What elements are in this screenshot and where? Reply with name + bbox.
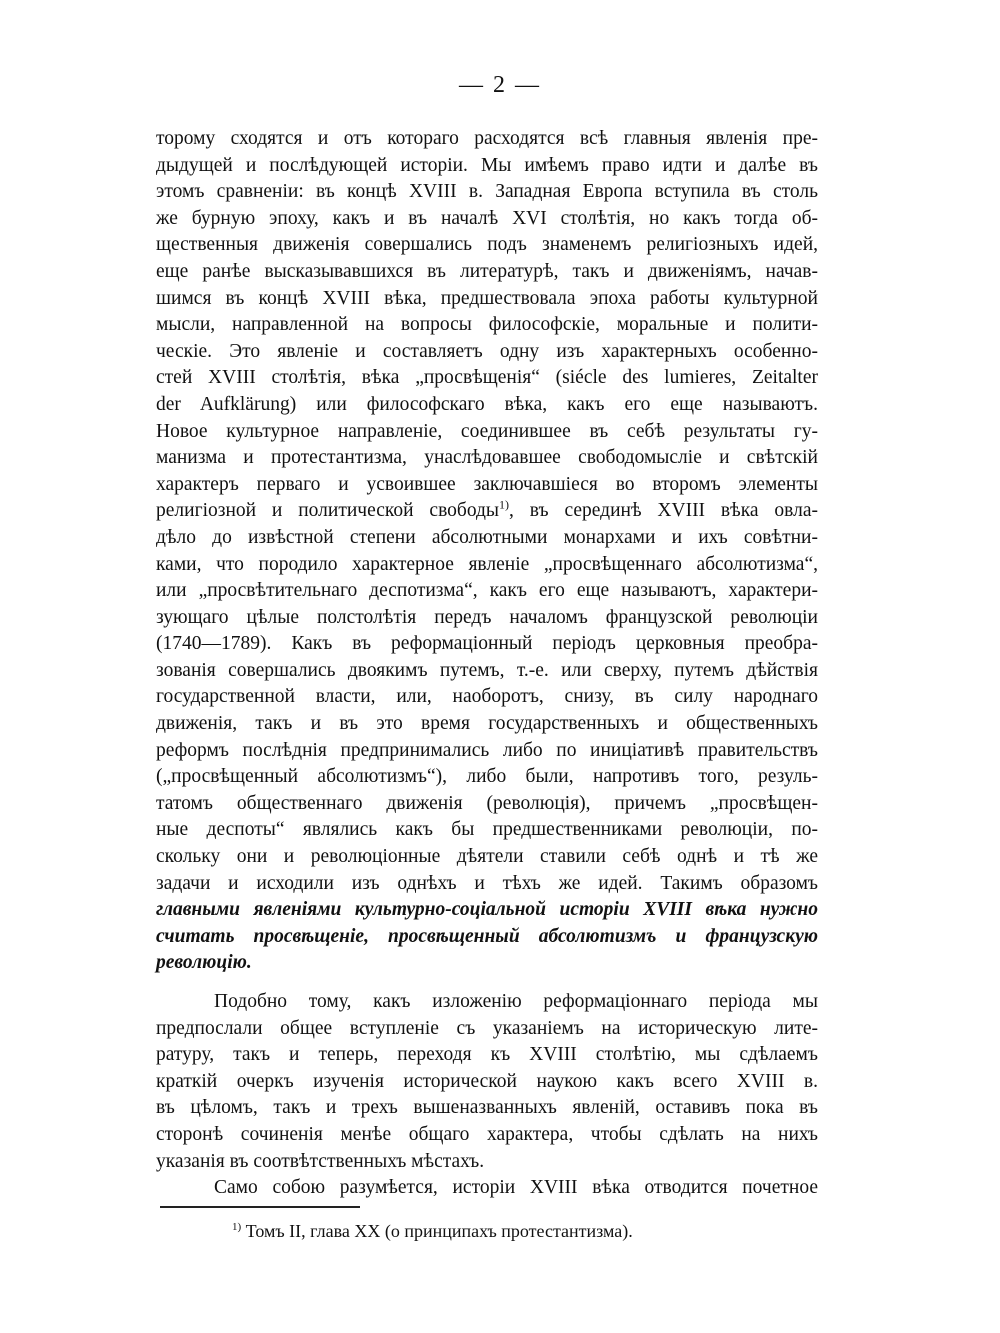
text-line: задачи и исходили изъ однѣхъ и тѣхъ же идей. Такимъ образомъ: [156, 872, 818, 894]
text-line: зованія совершались двоякимъ путемъ, т.-е. или сверху, путемъ дѣйствія: [156, 659, 818, 681]
text-line: реформъ послѣднія предпринимались либо по иниціативѣ правительствъ: [156, 739, 818, 761]
paragraph-gap: [156, 977, 818, 989]
text-line: стей XVIII столѣтія, вѣка „просвѣщенія“ (siécle des lumieres, Zeitalter: [156, 367, 818, 389]
text-line: ческіе. Это явленіе и составляетъ одну изъ характерныхъ особенно-: [156, 340, 818, 362]
text-line-with-footnote: [156, 498, 818, 525]
footnote-marker: 1): [232, 1221, 242, 1233]
text-line: движенія, такъ и въ это время государственныхъ и общественныхъ: [156, 713, 818, 735]
text-segment: , въ серединѣ XVIII вѣка овла-: [509, 500, 818, 522]
body-text: [156, 126, 818, 1202]
footnote-divider: [160, 1206, 360, 1208]
text-segment: религіозной и политической свободы: [156, 500, 500, 522]
text-line: ратуру, такъ и теперь, переходя къ XVIII столѣтію, мы сдѣлаемъ: [156, 1044, 818, 1066]
text-line: сторонѣ сочиненія менѣе общаго характера, чтобы сдѣлать на нихъ: [156, 1123, 818, 1145]
footnote-reference: 1): [499, 497, 510, 512]
text-line: ные деспоты“ являлись какъ бы предшественниками революціи, по-: [156, 819, 818, 841]
text-line: предпослали общее вступленіе съ указаніемъ на историческую лите-: [156, 1017, 818, 1039]
text-line: характеръ перваго и усвоившее заключавшіеся во второмъ элементы: [156, 473, 818, 495]
text-line: въ цѣломъ, такъ и трехъ вышеназванныхъ явленій, оставивъ пока въ: [156, 1097, 818, 1119]
text-line: татомъ общественнаго движенія (революція), причемъ „просвѣщен-: [156, 792, 818, 814]
text-line: дыдущей и послѣдующей исторіи. Мы имѣемъ право идти и далѣе въ: [156, 154, 818, 176]
text-line: государственной власти, или, наоборотъ, снизу, въ силу народнаго: [156, 686, 818, 708]
text-line: ками, что породило характерное явленіе „просвѣщеннаго абсолютизма“,: [156, 553, 818, 575]
text-line: der Aufklärung) или философскаго вѣка, какъ его еще называютъ.: [156, 393, 818, 415]
text-line: же бурную эпоху, какъ и въ началѣ XVI столѣтія, но какъ тогда об-: [156, 207, 818, 229]
text-line: или „просвѣтительнаго деспотизма“, какъ его еще называютъ, характери-: [156, 580, 818, 602]
footnote: [232, 1219, 633, 1243]
text-line: Новое культурное направленіе, соединившее въ себѣ результаты гу-: [156, 420, 818, 442]
text-line: зующаго цѣлые полстолѣтія передъ началомъ французской революціи: [156, 606, 818, 628]
text-line: шимся въ концѣ XVIII вѣка, предшествовала эпоха работы культурной: [156, 287, 818, 309]
text-line: („просвѣщенный абсолютизмъ“), либо были, напротивъ того, резуль-: [156, 766, 818, 788]
text-line: манизма и протестантизма, унаслѣдовавшее свободомысліе и свѣтскій: [156, 447, 818, 469]
emphasized-text-line: главными явленіями культурно-соціальной исторіи XVIII вѣка нужно: [156, 899, 818, 921]
emphasized-text-line: революцію.: [156, 952, 252, 974]
text-line: указанія въ соотвѣтственныхъ мѣстахъ.: [156, 1150, 485, 1172]
footnote-text: Томъ II, глава XX (о принципахъ протестантизма).: [245, 1221, 633, 1241]
text-line: торому сходятся и отъ котораго расходятся всѣ главныя явленія пре-: [156, 128, 818, 149]
text-line: этомъ сравненіи: въ концѣ XVIII в. Западная Европа вступила въ столь: [156, 181, 818, 203]
text-line: еще ранѣе высказывавшихся въ литературѣ, такъ и движеніямъ, начав-: [156, 260, 818, 282]
text-line: мысли, направленной на вопросы философскіе, моральные и полити-: [156, 314, 818, 336]
page-number: — 2 —: [459, 72, 541, 98]
text-line: скольку они и революціонные дѣятели ставили себѣ однѣ и тѣ же: [156, 846, 818, 868]
emphasized-text-line: считать просвѣщеніе, просвѣщенный абсолютизмъ и французскую: [156, 925, 818, 947]
paragraph-start-line: Подобно тому, какъ изложенію реформаціоннаго періода мы: [214, 991, 818, 1012]
paragraph-start-line: Само собою разумѣется, исторіи XVIII вѣка отводится почетное: [214, 1177, 818, 1199]
text-line: дѣло до извѣстной степени абсолютными монархами и ихъ совѣтни-: [156, 526, 818, 548]
text-line: (1740—1789). Какъ въ реформаціонный періодъ церковныя преобра-: [156, 633, 818, 655]
text-line: краткій очеркъ изученія исторической наукою какъ всего XVIII в.: [156, 1070, 818, 1092]
text-line: щественныя движенія совершались подъ знаменемъ религіозныхъ идей,: [156, 234, 818, 256]
